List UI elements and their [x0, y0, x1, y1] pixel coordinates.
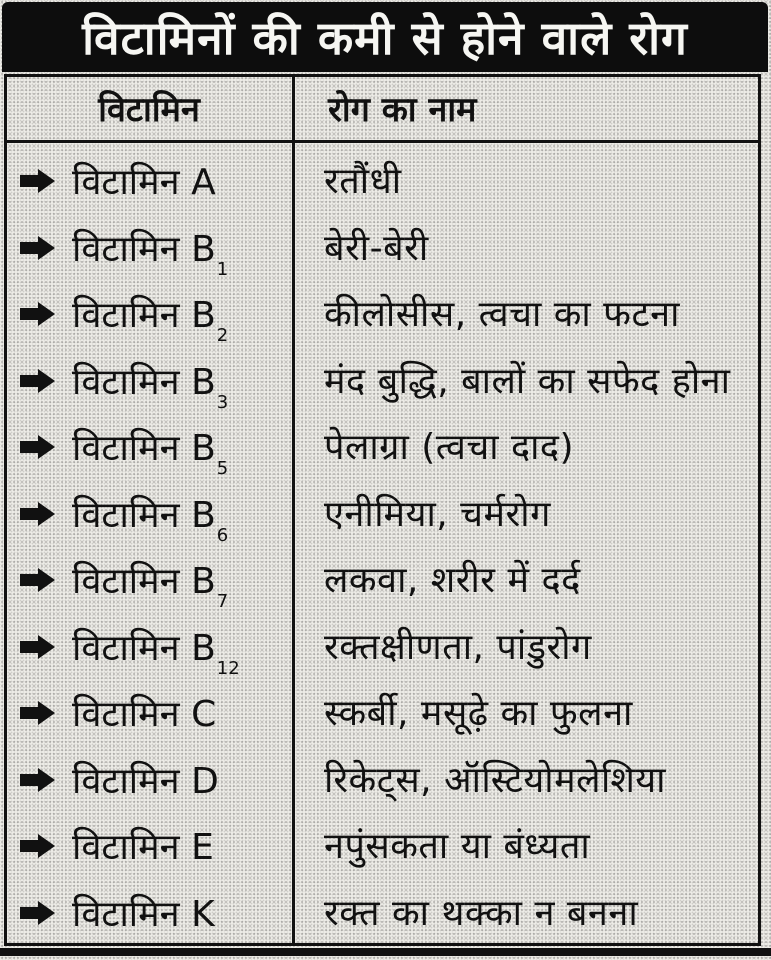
disease-name: कीलोसीस, त्वचा का फटना	[324, 294, 680, 335]
table-row	[6, 682, 761, 749]
vitamin-name	[72, 690, 296, 740]
disease-name: रक्तक्षीणता, पांडुरोग	[324, 626, 592, 668]
right-arrow-icon	[18, 567, 56, 593]
disease-name: रिकेट्स, ऑस्टियोमलेशिया	[324, 759, 667, 801]
right-arrow-icon	[18, 700, 56, 726]
disease-name: नपुंसकता या बंध्यता	[324, 826, 591, 867]
vitamin-label: विटामिन B	[72, 361, 216, 403]
disease-name: स्कर्बी, मसूढ़े का फुलना	[324, 693, 633, 734]
right-arrow-icon	[18, 168, 56, 194]
vitamin-subscript: 1	[216, 258, 229, 280]
bottom-rule	[0, 948, 771, 956]
disease-name: लकवा, शरीर में दर्द	[324, 560, 581, 601]
page-title: विटामिनों की कमी से होने वाले रोग	[2, 2, 768, 72]
table-row	[6, 815, 761, 882]
table-body	[6, 150, 761, 948]
table-row	[6, 749, 761, 816]
vitamin-label: विटामिन B	[72, 494, 216, 536]
right-arrow-icon	[18, 634, 56, 660]
right-arrow-icon	[18, 368, 56, 394]
vitamin-name	[72, 291, 296, 346]
vitamin-label: विटामिन B	[72, 295, 216, 336]
vitamin-name	[72, 757, 296, 807]
header-divider	[4, 140, 761, 143]
vitamin-subscript: 7	[216, 591, 229, 612]
vitamin-label: विटामिन K	[72, 893, 215, 935]
vitamin-subscript: 12	[216, 657, 240, 679]
right-arrow-icon	[18, 235, 56, 261]
table-row	[6, 483, 761, 550]
vitamin-subscript: 3	[216, 391, 229, 413]
vitamin-name	[72, 424, 296, 479]
vitamin-name	[72, 557, 296, 612]
right-arrow-icon	[18, 900, 56, 926]
vitamin-label: विटामिन E	[72, 827, 214, 868]
table-row	[6, 150, 761, 217]
vitamin-label: विटामिन B	[72, 428, 216, 469]
vitamin-name	[72, 890, 296, 940]
vitamin-label: विटामिन B	[72, 228, 216, 270]
right-arrow-icon	[18, 301, 56, 327]
right-arrow-icon	[18, 833, 56, 859]
disease-name: रतौंधी	[324, 161, 402, 202]
vitamin-subscript: 5	[216, 458, 229, 479]
vitamin-label: विटामिन B	[72, 627, 216, 669]
vitamin-subscript: 6	[216, 524, 229, 546]
vitamin-name	[72, 823, 296, 873]
vitamin-label: विटामिन C	[72, 694, 217, 735]
table-row	[6, 616, 761, 683]
vitamin-name	[72, 491, 296, 546]
vitamin-name	[72, 225, 296, 280]
vitamin-name	[72, 624, 296, 679]
table-row	[6, 882, 761, 949]
vitamin-label: विटामिन B	[72, 561, 216, 602]
table-row	[6, 350, 761, 417]
disease-name: रक्त का थक्का न बनना	[324, 892, 639, 934]
table-row	[6, 217, 761, 284]
vitamin-label: विटामिन D	[72, 760, 219, 802]
table-row	[6, 416, 761, 483]
vitamin-name	[72, 158, 296, 208]
disease-name: मंद बुद्धि, बालों का सफेद होना	[324, 360, 731, 402]
table-row	[6, 283, 761, 350]
disease-name: एनीमिया, चर्मरोग	[324, 493, 551, 535]
header-vitamin: विटामिन	[98, 90, 200, 130]
vitamin-subscript: 2	[216, 325, 229, 346]
vitamin-name	[72, 358, 296, 413]
right-arrow-icon	[18, 767, 56, 793]
vitamin-label: विटामिन A	[72, 162, 216, 203]
disease-name: बेरी-बेरी	[324, 227, 429, 269]
right-arrow-icon	[18, 501, 56, 527]
disease-name: पेलाग्रा (त्वचा दाद)	[324, 427, 575, 468]
header-disease: रोग का नाम	[328, 90, 477, 130]
table-row	[6, 549, 761, 616]
right-arrow-icon	[18, 434, 56, 460]
